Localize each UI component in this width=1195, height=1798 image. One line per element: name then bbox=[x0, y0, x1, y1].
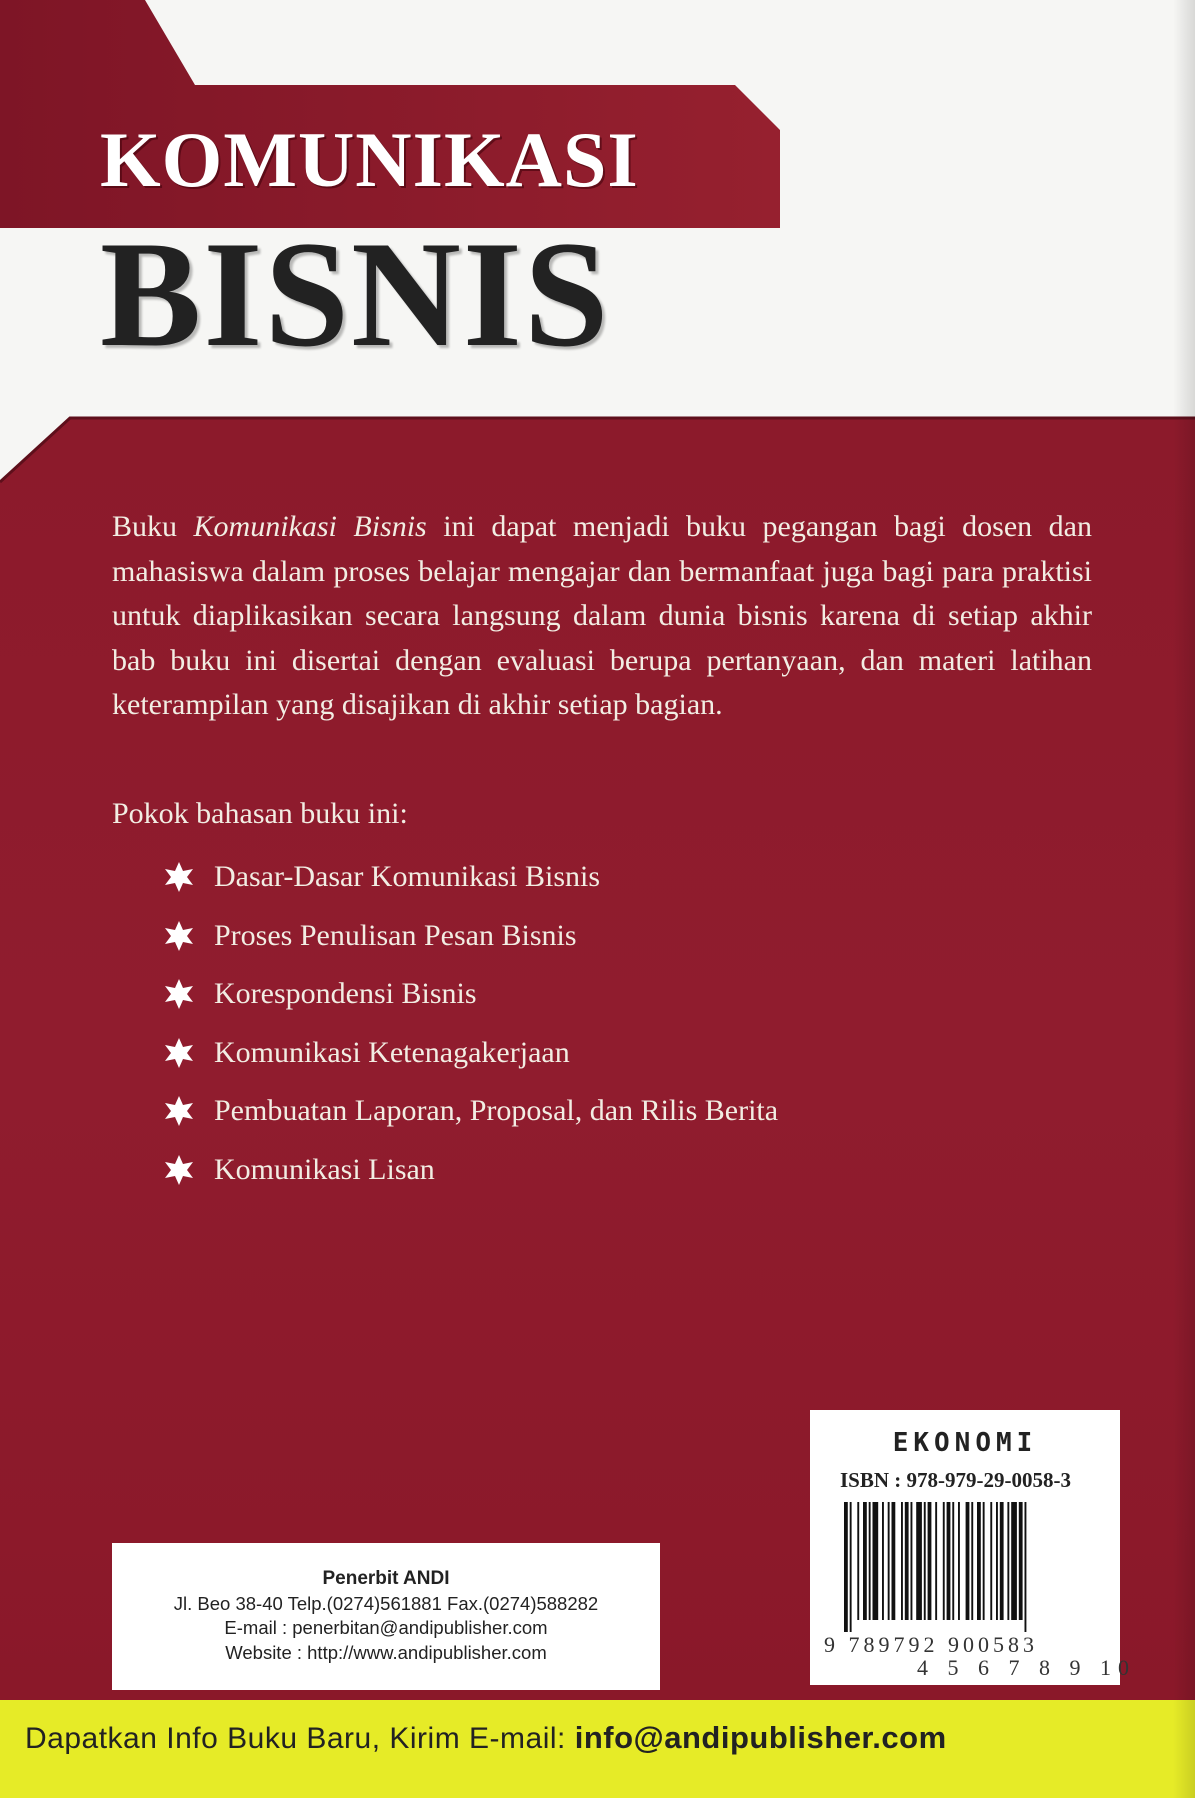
topic-label: Pembuatan Laporan, Proposal, dan Rilis Berita bbox=[214, 1094, 779, 1128]
description-intro: Buku bbox=[112, 510, 194, 543]
title-line-1: KOMUNIKASI bbox=[100, 116, 639, 203]
barcode-bar bbox=[1019, 1502, 1023, 1620]
isbn-category: EKONOMI bbox=[892, 1428, 1038, 1458]
barcode-bar bbox=[892, 1502, 896, 1620]
barcode-bar bbox=[857, 1502, 859, 1620]
topics-heading: Pokok bahasan buku ini: bbox=[112, 797, 408, 830]
topic-label: Komunikasi Lisan bbox=[214, 1152, 435, 1186]
footer-email: info@andipublisher.com bbox=[574, 1720, 947, 1755]
publisher-box bbox=[112, 1543, 660, 1690]
isbn-box bbox=[810, 1410, 1136, 1685]
barcode-bar bbox=[844, 1502, 848, 1632]
topic-label: Dasar-Dasar Komunikasi Bisnis bbox=[214, 860, 601, 894]
footer-text bbox=[25, 1720, 947, 1756]
barcode-bar bbox=[935, 1502, 937, 1620]
barcode-bar bbox=[916, 1502, 922, 1620]
star-bullet-icon bbox=[162, 1036, 196, 1070]
barcode-bar bbox=[924, 1502, 926, 1620]
description-body: ini dapat menjadi buku pegangan bagi dosen dan mahasiswa dalam proses belajar mengajar dan bermanfaat juga bagi para praktisi untuk diaplikasikan secara langsung dalam dunia bisnis karena di setiap akhir bab buku ini disertai dengan evaluasi berupa pertanyaan, dan materi latihan keterampilan yang disajikan di akhir setiap bagian. bbox=[112, 510, 1092, 721]
topic-label: Proses Penulisan Pesan Bisnis bbox=[214, 918, 577, 952]
barcode-bar bbox=[966, 1502, 970, 1620]
barcode-bar bbox=[850, 1502, 852, 1632]
topic-label: Korespondensi Bisnis bbox=[214, 977, 477, 1011]
publisher-name: Penerbit ANDI bbox=[322, 1568, 450, 1589]
barcode-digits: 9 789792 900583 bbox=[824, 1632, 1038, 1657]
barcode-bar bbox=[882, 1502, 884, 1620]
barcode-bar bbox=[1025, 1502, 1027, 1632]
topic-label: Komunikasi Ketenagakerjaan bbox=[214, 1035, 570, 1069]
barcode-bar bbox=[996, 1502, 998, 1620]
star-bullet-icon bbox=[162, 860, 196, 894]
footer-message: Dapatkan Info Buku Baru, Kirim E-mail: bbox=[25, 1722, 575, 1755]
topic-item bbox=[162, 1024, 778, 1083]
barcode-addon-digits: 4 5 6 7 8 9 10 bbox=[917, 1655, 1136, 1680]
barcode-bar bbox=[971, 1502, 973, 1620]
star-bullet-icon bbox=[162, 919, 196, 953]
star-bullet-icon bbox=[162, 1094, 196, 1128]
topic-item bbox=[162, 848, 778, 907]
publisher-address: Jl. Beo 38-40 Telp.(0274)561881 Fax.(0274)588282 bbox=[173, 1592, 599, 1614]
title-line-2: BISNIS bbox=[100, 210, 611, 378]
barcode-bar bbox=[905, 1502, 909, 1620]
publisher-website: Website : http://www.andipublisher.com bbox=[225, 1641, 547, 1663]
footer-banner bbox=[0, 1700, 1195, 1798]
topic-item bbox=[162, 907, 778, 966]
barcode-bar bbox=[952, 1502, 954, 1620]
barcode-bar bbox=[873, 1502, 879, 1620]
topic-item bbox=[162, 1141, 778, 1200]
page-edge-shade bbox=[1173, 0, 1195, 1798]
barcode-icon bbox=[842, 1502, 1092, 1632]
book-description bbox=[112, 505, 1092, 728]
topic-item bbox=[162, 1082, 778, 1141]
barcode-bar bbox=[983, 1502, 985, 1620]
barcode-bar bbox=[911, 1502, 913, 1620]
barcode-bar bbox=[958, 1502, 960, 1620]
barcode-bar bbox=[888, 1502, 890, 1620]
star-bullet-icon bbox=[162, 977, 196, 1011]
barcode-bar bbox=[990, 1502, 992, 1620]
barcode-bar bbox=[863, 1502, 867, 1620]
barcode-bar bbox=[1011, 1502, 1017, 1620]
barcode-bar bbox=[901, 1502, 903, 1620]
topics-list bbox=[162, 848, 778, 1199]
barcode-bar bbox=[1000, 1502, 1004, 1620]
barcode-bar bbox=[869, 1502, 871, 1620]
barcode-bar bbox=[947, 1502, 951, 1620]
publisher-email: E-mail : penerbitan@andipublisher.com bbox=[224, 1617, 548, 1638]
barcode-bar bbox=[977, 1502, 981, 1620]
isbn-number: ISBN : 978-979-29-0058-3 bbox=[840, 1468, 1071, 1492]
topic-item bbox=[162, 965, 778, 1024]
barcode-bar bbox=[943, 1502, 945, 1620]
barcode-bar bbox=[1007, 1502, 1009, 1620]
barcode-bar bbox=[928, 1502, 932, 1620]
star-bullet-icon bbox=[162, 1153, 196, 1187]
description-book-title: Komunikasi Bisnis bbox=[193, 510, 427, 543]
